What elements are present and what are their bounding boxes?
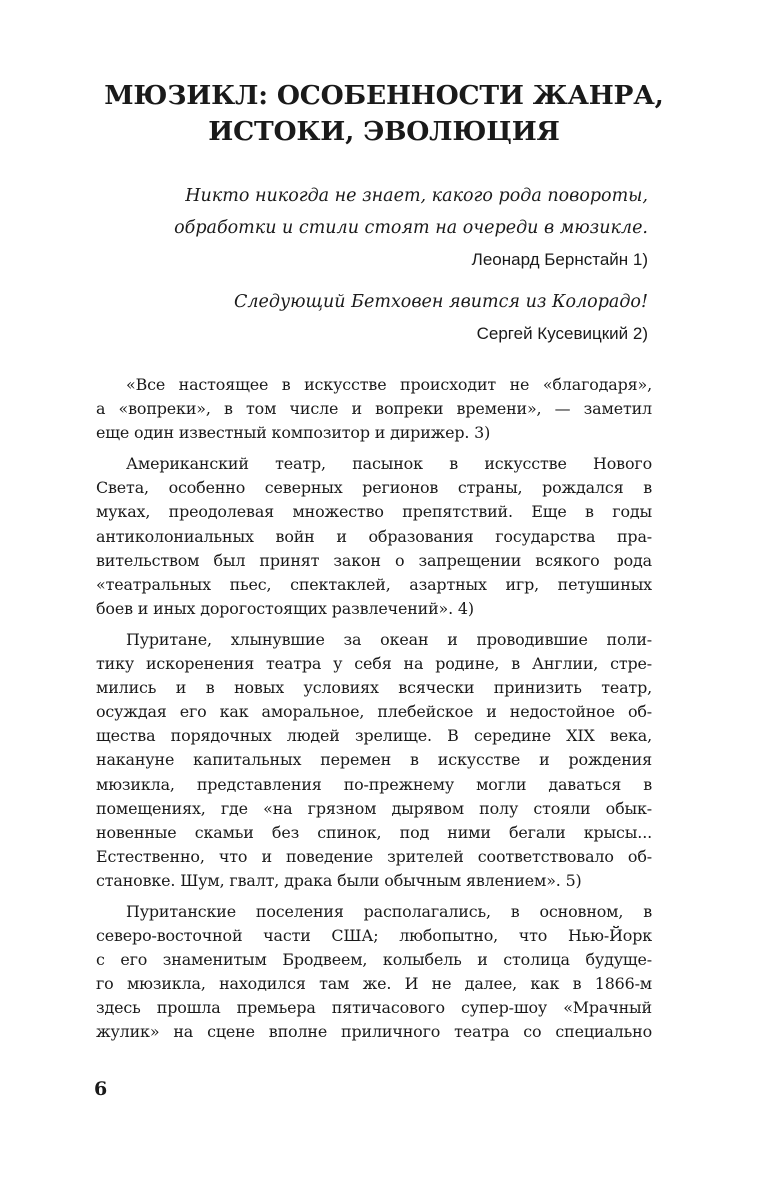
paragraph [96,452,652,621]
text-line: антиколониальных войн и образования государства пра- [96,526,652,546]
paragraph [96,900,652,1045]
text-line: боев и иных дорогостоящих развлечений». 4) [96,598,474,618]
text-line: муках, преодолевая множество препятствий. Еще в годы [96,502,652,522]
text-line: Американский театр, пасынок в искусстве Нового [126,454,652,474]
text-line: новенные скамьи без спинок, под ними бегали крысы... [96,822,652,842]
epigraph-author: Сергей Кусевицкий 2) [476,324,648,343]
text-line: а «вопреки», в том числе и вопреки времени», — заметил [96,399,652,419]
text-line: тику искоренения театра у себя на родине, в Англии, стре- [96,654,652,674]
text-line: осуждая его как аморальное, плебейское и недостойное об- [96,702,652,722]
text-line: «театральных пьес, спектаклей, азартных игр, петушиных [96,574,652,594]
text-line: здесь прошла премьера пятичасового супер-шоу «Мрачный [96,998,652,1018]
text-line: Пуритане, хлынувшие за океан и проводившие поли- [126,629,652,649]
text-line: помещениях, где «на грязном дырявом полу стояли обык- [96,798,652,818]
epigraph-quote-line: Следующий Бетховен явится из Колорадо! [233,292,648,312]
page-number: 6 [94,1078,108,1100]
text-line: щества порядочных людей зрелище. В середине XIX века, [96,726,652,746]
text-line: северо-восточной части США; любопытно, что Нью-Йорк [96,926,652,946]
epigraph-author: Леонард Бернстайн 1) [471,250,648,269]
text-line: становке. Шум, гвалт, драка были обычным явлением». 5) [96,870,582,890]
text-line: «Все настоящее в искусстве происходит не «благодаря», [126,375,652,394]
epigraph-quote-line: обработки и стили стоят на очереди в мюзикле. [174,218,648,238]
text-line: мюзикла, представления по-прежнему могли даваться в [96,774,652,794]
body-text [96,373,652,1052]
paragraph [96,628,652,893]
text-line: вительством был принят закон о запрещении всякого рода [96,550,652,570]
text-line: го мюзикла, находился там же. И не далее, как в 1866-м [96,974,652,994]
paragraph [96,373,652,445]
text-line: еще один известный композитор и дирижер. 3) [96,423,491,443]
text-line: с его знаменитым Бродвеем, колыбель и столица будуще- [96,950,652,970]
chapter-title-line: МЮЗИКЛ: ОСОБЕННОСТИ ЖАНРА, [104,80,664,111]
chapter-title-line: ИСТОКИ, ЭВОЛЮЦИЯ [208,116,560,147]
epigraph [174,180,648,276]
text-line: Света, особенно северных регионов страны, рождался в [96,478,652,498]
epigraph-quote-line: Никто никогда не знает, какого рода повороты, [185,186,648,206]
chapter-title [96,78,672,150]
text-line: мились и в новых условиях всячески принизить театр, [96,678,652,698]
epigraph [234,286,648,350]
text-line: накануне капитальных перемен в искусстве и рождения [96,750,652,770]
text-line: Пуританские поселения располагались, в основном, в [126,901,652,921]
text-line: Естественно, что и поведение зрителей соответствовало об- [96,846,652,866]
text-line: жулик» на сцене вполне приличного театра со специально [96,1022,652,1042]
